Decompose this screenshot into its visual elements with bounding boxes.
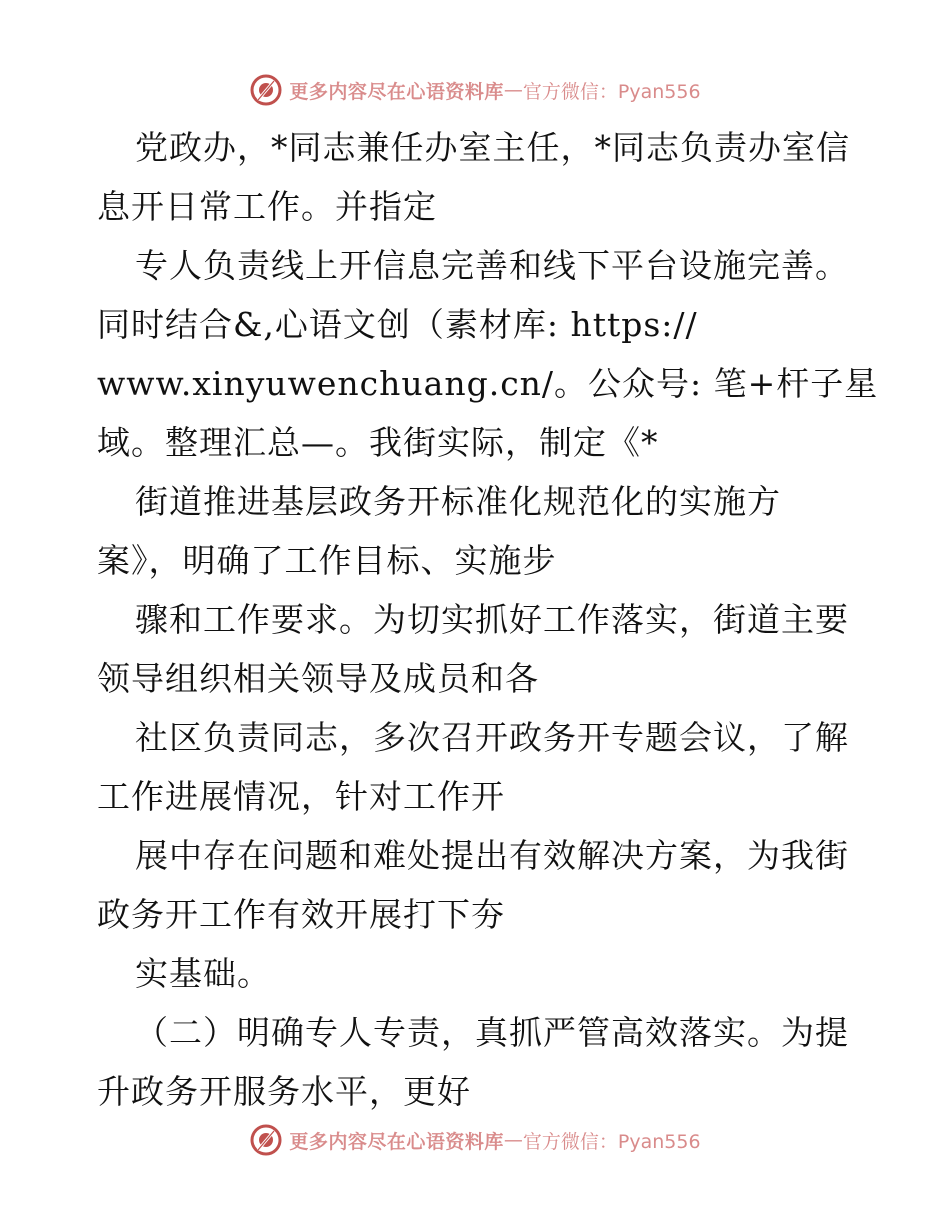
banner-separator: — (503, 1129, 523, 1151)
text-line: 实基础。 (135, 954, 271, 993)
banner-text: 更多内容尽在心语资料库 (289, 80, 504, 103)
text-line: 街道推进基层政务开标准化规范化的实施方 (135, 482, 781, 521)
text-line: 领导组织相关领导及成员和各 (97, 659, 539, 698)
document-body (97, 118, 879, 1121)
banner-wechat: 官方微信：Pyan556 (522, 80, 701, 103)
text-line: 同时结合&,心语文创（素材库: https:// (97, 305, 698, 344)
text-line: 党政办，*同志兼任办室主任，*同志负责办室信 (135, 128, 850, 167)
text-line: www.xinyuwenchuang.cn/。公众号: 笔+杆子星 (97, 364, 879, 403)
text-line: 骤和工作要求。为切实抓好工作落实，街道主要 (135, 600, 849, 639)
header-banner (0, 70, 950, 110)
text-line: 升政务开服务水平，更好 (97, 1072, 471, 1111)
text-line: 社区负责同志，多次召开政务开专题会议，了解 (135, 718, 849, 757)
text-line: （二）明确专人专责，真抓严管高效落实。为提 (135, 1013, 849, 1052)
text-line: 工作进展情况，针对工作开 (97, 777, 505, 816)
text-line: 展中存在问题和难处提出有效解决方案，为我街 (135, 836, 849, 875)
pen-logo-icon (249, 1123, 283, 1157)
text-line: 域。整理汇总—。我街实际，制定《* (97, 423, 659, 462)
text-line: 案》，明确了工作目标、实施步 (97, 541, 557, 580)
footer-banner (0, 1120, 950, 1160)
banner-wechat: 官方微信：Pyan556 (522, 1130, 701, 1153)
pen-logo-icon (249, 73, 283, 107)
text-line: 专人负责线上开信息完善和线下平台设施完善。 (135, 246, 849, 285)
banner-separator: — (503, 79, 523, 101)
text-line: 政务开工作有效开展打下夯 (97, 895, 505, 934)
text-line: 息开日常工作。并指定 (97, 187, 437, 226)
banner-text: 更多内容尽在心语资料库 (289, 1130, 504, 1153)
